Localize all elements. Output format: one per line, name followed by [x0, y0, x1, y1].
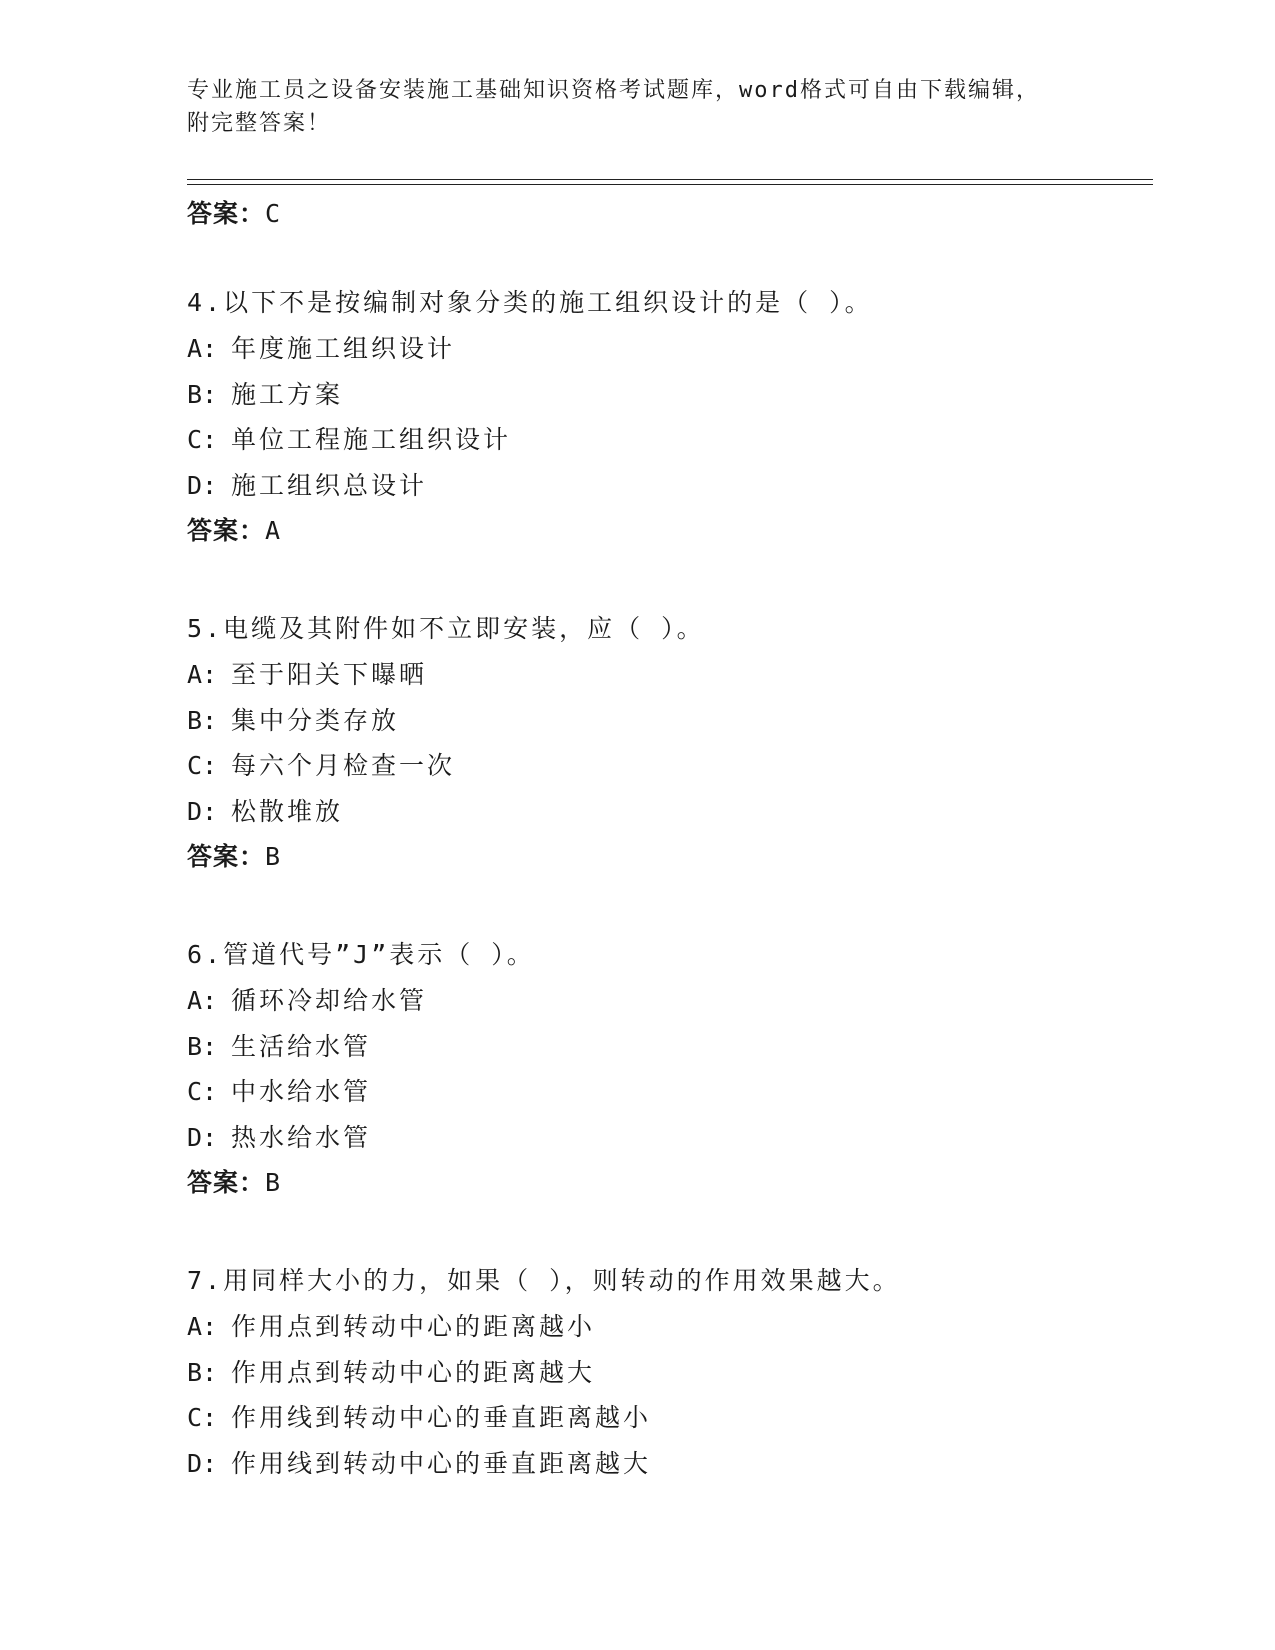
option-text: 生活给水管: [231, 1031, 372, 1061]
option-text: 作用线到转动中心的垂直距离越小: [231, 1403, 652, 1432]
option-key: B:: [187, 1031, 218, 1061]
option-a: [187, 978, 1167, 1024]
option-d: [187, 1115, 1167, 1161]
option-c: [187, 1395, 1167, 1441]
option-d: [187, 463, 1167, 509]
header-line-2: 附完整答案！: [187, 111, 332, 136]
answer-value: B: [265, 1168, 282, 1197]
document-header: [187, 74, 1087, 140]
option-d: [187, 789, 1167, 835]
question-5: [187, 606, 1167, 880]
option-text: 循环冷却给水管: [231, 986, 428, 1015]
question-4: [187, 280, 1167, 554]
option-key: C:: [187, 1077, 218, 1106]
option-text: 集中分类存放: [231, 705, 400, 735]
option-key: B:: [187, 705, 218, 735]
answer-label: 答案：: [187, 842, 266, 871]
option-key: D:: [187, 1448, 218, 1478]
question-answer: [187, 508, 1167, 554]
header-line-1: 专业施工员之设备安装施工基础知识资格考试题库，word格式可自由下载编辑，: [187, 78, 1040, 103]
option-text: 施工方案: [231, 379, 344, 409]
option-key: A:: [187, 1312, 218, 1341]
option-c: [187, 417, 1167, 463]
option-a: [187, 1304, 1167, 1350]
option-key: C:: [187, 751, 218, 780]
answer-label: 答案：: [187, 516, 266, 545]
question-answer: [187, 834, 1167, 880]
option-key: A:: [187, 986, 218, 1015]
option-b: [187, 372, 1167, 418]
header-divider-bottom: [187, 184, 1153, 185]
question-7: [187, 1258, 1167, 1486]
option-b: [187, 1350, 1167, 1396]
question-title: 7.用同样大小的力，如果（ ），则转动的作用效果越大。: [187, 1266, 901, 1295]
option-a: [187, 326, 1167, 372]
option-key: D:: [187, 1122, 218, 1152]
option-key: C:: [187, 1403, 218, 1432]
option-text: 热水给水管: [231, 1122, 372, 1152]
option-text: 作用点到转动中心的距离越小: [231, 1312, 596, 1341]
option-c: [187, 1069, 1167, 1115]
question-list: [187, 280, 1167, 1538]
option-text: 中水给水管: [231, 1077, 372, 1106]
option-text: 单位工程施工组织设计: [231, 425, 512, 454]
option-text: 至于阳关下曝晒: [231, 660, 428, 689]
previous-answer: [187, 191, 281, 237]
option-text: 每六个月检查一次: [231, 751, 456, 780]
option-key: D:: [187, 470, 218, 500]
option-key: D:: [187, 796, 218, 826]
option-b: [187, 698, 1167, 744]
option-b: [187, 1024, 1167, 1070]
option-key: A:: [187, 334, 218, 363]
option-text: 作用线到转动中心的垂直距离越大: [231, 1448, 652, 1478]
answer-label: 答案：: [187, 199, 266, 228]
header-divider-top: [187, 179, 1153, 180]
option-key: A:: [187, 660, 218, 689]
option-text: 年度施工组织设计: [231, 334, 456, 363]
question-title: 4.以下不是按编制对象分类的施工组织设计的是（ ）。: [187, 288, 873, 317]
option-a: [187, 652, 1167, 698]
question-title: 6.管道代号”J”表示（ ）。: [187, 940, 535, 969]
question-title: 5.电缆及其附件如不立即安装，应（ ）。: [187, 614, 705, 643]
option-key: C:: [187, 425, 218, 454]
answer-value: C: [265, 199, 282, 228]
option-text: 松散堆放: [231, 796, 344, 826]
option-key: B:: [187, 1357, 218, 1387]
answer-value: B: [265, 842, 282, 871]
option-text: 作用点到转动中心的距离越大: [231, 1357, 596, 1387]
option-key: B:: [187, 379, 218, 409]
question-6: [187, 932, 1167, 1206]
answer-label: 答案：: [187, 1168, 266, 1197]
option-c: [187, 743, 1167, 789]
option-d: [187, 1441, 1167, 1487]
option-text: 施工组织总设计: [231, 470, 428, 500]
answer-value: A: [265, 516, 282, 545]
question-answer: [187, 1160, 1167, 1206]
